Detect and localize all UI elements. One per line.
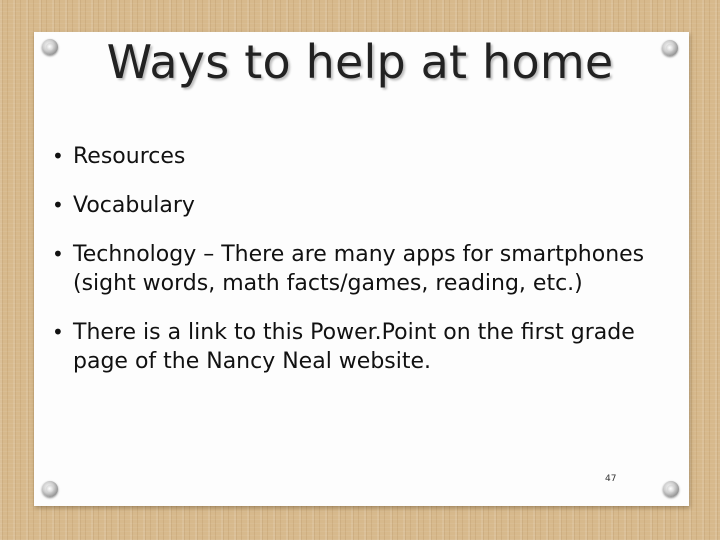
bullet-item: • Resources — [50, 142, 680, 171]
bullet-item: • There is a link to this Power.Point on the first grade page of the Nancy Neal website. — [50, 318, 680, 376]
bullet-list — [50, 142, 680, 396]
slide-title: Ways to help at home — [106, 35, 614, 89]
slide-number: 47 — [605, 474, 617, 484]
pushpin-icon — [42, 481, 58, 497]
bullet-item: • Technology – There are many apps for smartphones (sight words, math facts/games, reading, etc.) — [50, 240, 680, 298]
bullet-item: • Vocabulary — [50, 191, 680, 220]
pushpin-icon — [663, 481, 679, 497]
